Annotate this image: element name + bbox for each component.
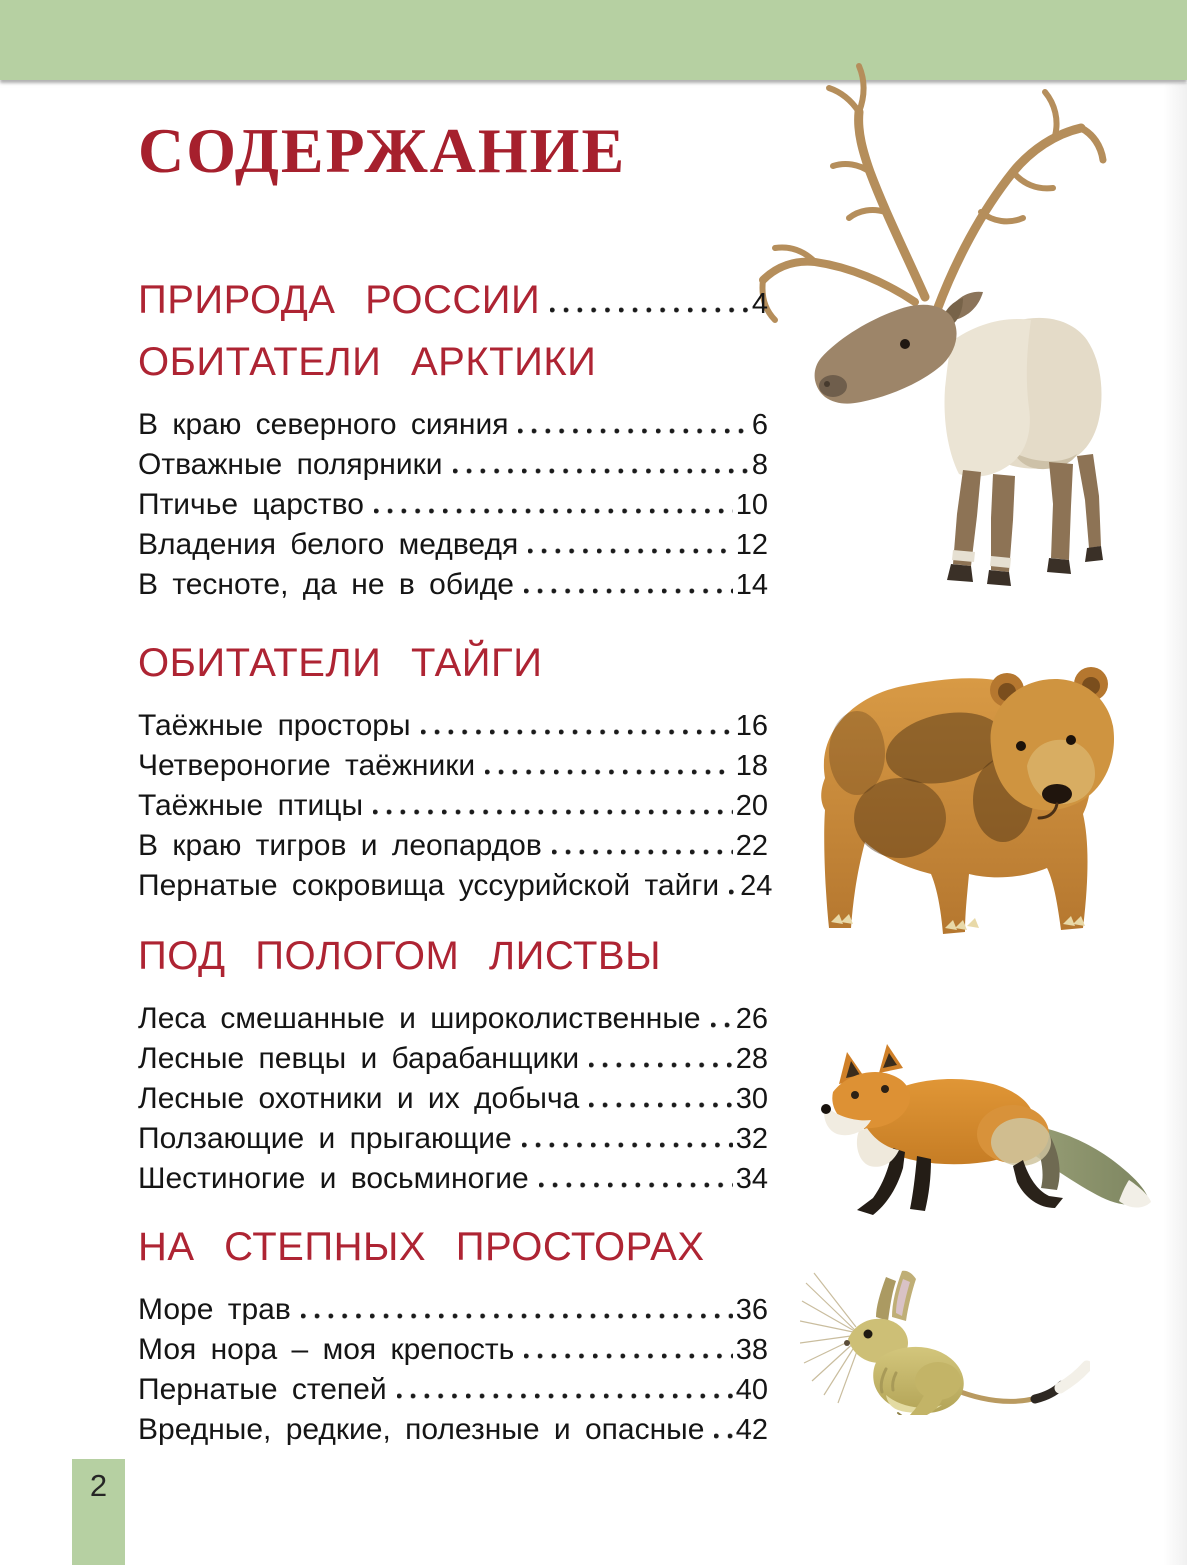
toc-entry <box>138 525 768 565</box>
toc-entry-label: Отважные полярники <box>138 448 443 481</box>
reindeer-body <box>945 318 1103 586</box>
toc-entry-label: Шестиногие и восьминогие <box>138 1162 529 1195</box>
page-ref: 24 <box>740 870 773 902</box>
toc-entry-label: Владения белого медведя <box>138 528 519 561</box>
jerboa-illustration <box>800 1255 1090 1415</box>
page-ref: 18 <box>735 750 768 782</box>
page-ref: 12 <box>735 529 768 561</box>
dot-leader <box>589 1062 733 1068</box>
page-ref: 30 <box>735 1083 768 1115</box>
dot-leader <box>397 1393 733 1399</box>
dot-leader <box>552 849 733 855</box>
page-ref: 22 <box>735 830 768 862</box>
page-number: 2 <box>89 1468 108 1503</box>
red-fox-illustration <box>795 1032 1165 1222</box>
dot-leader <box>589 1102 732 1108</box>
dot-leader <box>374 508 733 514</box>
toc-entry-label: Ползающие и прыгающие <box>138 1122 512 1155</box>
toc-entry <box>138 1290 768 1330</box>
toc-entry-label: Пернатые степей <box>138 1373 387 1406</box>
reindeer-illustration <box>755 52 1110 587</box>
dot-leader <box>301 1313 733 1319</box>
dot-leader <box>528 548 733 554</box>
page-ref: 20 <box>735 790 768 822</box>
section-heading-arctic: ОБИТАТЕЛИ АРКТИКИ <box>138 340 597 384</box>
toc-entry-label: Четвероногие таёжники <box>138 749 476 782</box>
dot-leader <box>373 809 733 815</box>
brown-bear-illustration <box>795 628 1125 953</box>
toc-entry-label: Вредные, редкие, полезные и опасные <box>138 1413 705 1446</box>
toc-entry <box>138 1119 768 1159</box>
page-ref: 6 <box>751 409 768 441</box>
dot-leader <box>522 1142 733 1148</box>
section-entries-deciduous <box>138 999 768 1199</box>
toc-entry <box>138 1410 768 1450</box>
toc-entry <box>138 1039 768 1079</box>
toc-entry-label: Море трав <box>138 1293 291 1326</box>
page-ref: 32 <box>735 1123 768 1155</box>
toc-entry <box>138 445 768 485</box>
toc-entry <box>138 565 768 605</box>
toc-entry <box>138 1370 768 1410</box>
dot-leader <box>453 468 749 474</box>
toc-entry <box>138 405 768 445</box>
jerboa-body <box>844 1271 964 1415</box>
page-number-box <box>72 1459 125 1565</box>
page-ref: 4 <box>751 288 768 320</box>
dot-leader <box>714 1433 732 1439</box>
dot-leader <box>524 588 733 594</box>
dot-leader <box>711 1022 733 1028</box>
page-ref: 40 <box>735 1374 768 1406</box>
toc-entry-label: Лесные охотники и их добыча <box>138 1082 580 1115</box>
page-ref: 8 <box>751 449 768 481</box>
toc-entry-label: Лесные певцы и барабанщики <box>138 1042 580 1075</box>
toc-entry <box>138 746 768 786</box>
toc-entry <box>138 706 768 746</box>
toc-entry <box>138 866 773 906</box>
section-heading-deciduous: ПОД ПОЛОГОМ ЛИСТВЫ <box>138 934 662 978</box>
page-ref: 42 <box>735 1414 768 1446</box>
dot-leader <box>421 729 733 735</box>
toc-entry <box>138 999 768 1039</box>
toc-entry <box>138 1159 768 1199</box>
dot-leader <box>729 889 737 895</box>
toc-top-entry <box>138 276 768 328</box>
toc-entry-label: В тесноте, да не в обиде <box>138 568 514 601</box>
page-ref: 26 <box>735 1003 768 1035</box>
page-ref: 34 <box>735 1163 768 1195</box>
toc-entry <box>138 1079 768 1119</box>
page-ref: 10 <box>735 489 768 521</box>
page-edge-shade <box>1163 83 1187 1565</box>
toc-entry <box>138 786 768 826</box>
toc-entry-label: В краю северного сияния <box>138 408 509 441</box>
toc-entry-label: В краю тигров и леопардов <box>138 829 542 862</box>
dot-leader <box>518 428 748 434</box>
page-ref: 14 <box>735 569 768 601</box>
dot-leader <box>539 1182 733 1188</box>
dot-leader <box>485 769 733 775</box>
toc-entry-label: Леса смешанные и широколиственные <box>138 1002 701 1035</box>
dot-leader <box>550 307 749 313</box>
toc-entry-label: Пернатые сокровища уссурийской тайги <box>138 869 720 902</box>
page-title: СОДЕРЖАНИЕ <box>138 115 627 186</box>
page-ref: 16 <box>735 710 768 742</box>
page-ref: 36 <box>735 1294 768 1326</box>
toc-entry-label: Таёжные просторы <box>138 709 411 742</box>
page-ref: 28 <box>735 1043 768 1075</box>
section-entries-steppe <box>138 1290 768 1450</box>
toc-entry <box>138 1330 768 1370</box>
section-heading-taiga: ОБИТАТЕЛИ ТАЙГИ <box>138 641 543 685</box>
dot-leader <box>524 1353 732 1359</box>
section-heading-steppe: НА СТЕПНЫХ ПРОСТОРАХ <box>138 1225 705 1269</box>
toc-top-entry-label: ПРИРОДА РОССИИ <box>138 278 541 322</box>
toc-entry-label: Птичье царство <box>138 488 364 521</box>
toc-entry <box>138 485 768 525</box>
table-of-contents <box>138 0 773 1450</box>
toc-entry <box>138 826 768 866</box>
reindeer-antlers <box>763 66 1104 320</box>
section-entries-arctic <box>138 405 768 605</box>
toc-entry-label: Моя нора – моя крепость <box>138 1333 515 1366</box>
page-ref: 38 <box>735 1334 768 1366</box>
toc-entry-label: Таёжные птицы <box>138 789 364 822</box>
section-entries-taiga <box>138 706 773 906</box>
